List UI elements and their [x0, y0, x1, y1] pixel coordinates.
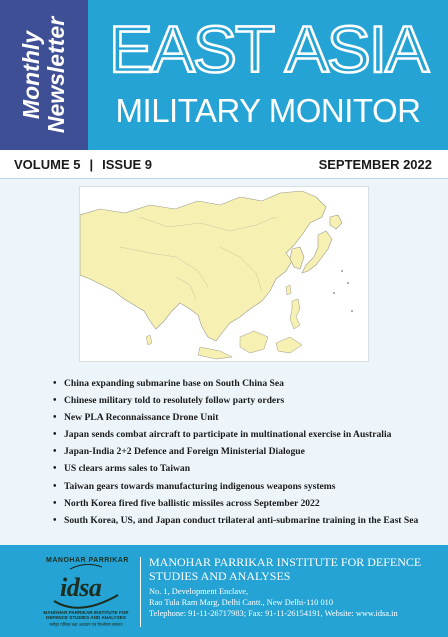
logo-arc-text: MANOHAR PARRIKAR — [46, 557, 129, 564]
header-side-band — [0, 0, 88, 150]
list-item: • Japan sends combat aircraft to participate in multinational exercise in Australia — [50, 426, 442, 443]
institute-name — [149, 555, 439, 583]
list-item: • New PLA Reconnaissance Drone Unit — [50, 409, 442, 426]
east-asia-map — [79, 186, 369, 362]
institute-name-line1: MANOHAR PARRIKAR INSTITUTE FOR DEFENCE — [149, 555, 422, 569]
monthly-newsletter-label — [19, 17, 69, 133]
list-item: • South Korea, US, and Japan conduct trilateral anti-submarine training in the East Sea — [50, 512, 442, 529]
list-item: • Japan-India 2+2 Defence and Foreign Ministerial Dialogue — [50, 443, 442, 460]
issue-label: ISSUE 9 — [102, 157, 152, 172]
address-line2: Rao Tula Ram Marg, Delhi Cantt., New Delhi-110 010 — [149, 598, 334, 607]
list-item: • China expanding submarine base on South China Sea — [50, 375, 442, 392]
footer-band — [0, 545, 448, 637]
footer-divider — [140, 557, 141, 627]
map-graphic — [80, 187, 368, 361]
address-line1: No. 1, Development Enclave, — [149, 587, 249, 596]
institute-name-line2: STUDIES AND ANALYSES — [149, 569, 291, 583]
header-title-band — [88, 0, 448, 150]
headline-list — [50, 375, 442, 529]
list-item: • North Korea fired five ballistic missiles across September 2022 — [50, 495, 442, 512]
title-east-asia: EAST ASIA — [108, 12, 428, 86]
title-military-monitor: MILITARY MONITOR — [115, 92, 421, 129]
volume-label: VOLUME 5 — [14, 157, 81, 172]
logo-hindi-text: मनोहर पर्रिकर रक्षा अध्ययन एवं विश्लेषण संस्थान — [49, 622, 123, 627]
list-item: • Chinese military told to resolutely follow party orders — [50, 392, 442, 409]
issue-date: SEPTEMBER 2022 — [318, 157, 432, 172]
side-label-line2: Newsletter — [43, 16, 69, 134]
issue-info-row — [0, 150, 448, 179]
logo-subtext: MANOHAR PARRIKAR INSTITUTE FOR DEFENCE STUDIES AND ANALYSES — [43, 610, 129, 620]
contact-line: Telephone: 91-11-26717983; Fax: 91-11-26154191, Website: www.idsa.in — [149, 609, 398, 618]
volume-issue — [14, 157, 152, 172]
list-item: • Taiwan gears towards manufacturing indigenous weapons systems — [50, 478, 442, 495]
idsa-logo — [40, 555, 130, 631]
side-label-line1: Monthly — [18, 30, 44, 120]
list-item: • US clears arms sales to Taiwan — [50, 460, 442, 477]
separator: | — [89, 157, 94, 172]
logo-wordmark: idsa — [60, 573, 102, 602]
